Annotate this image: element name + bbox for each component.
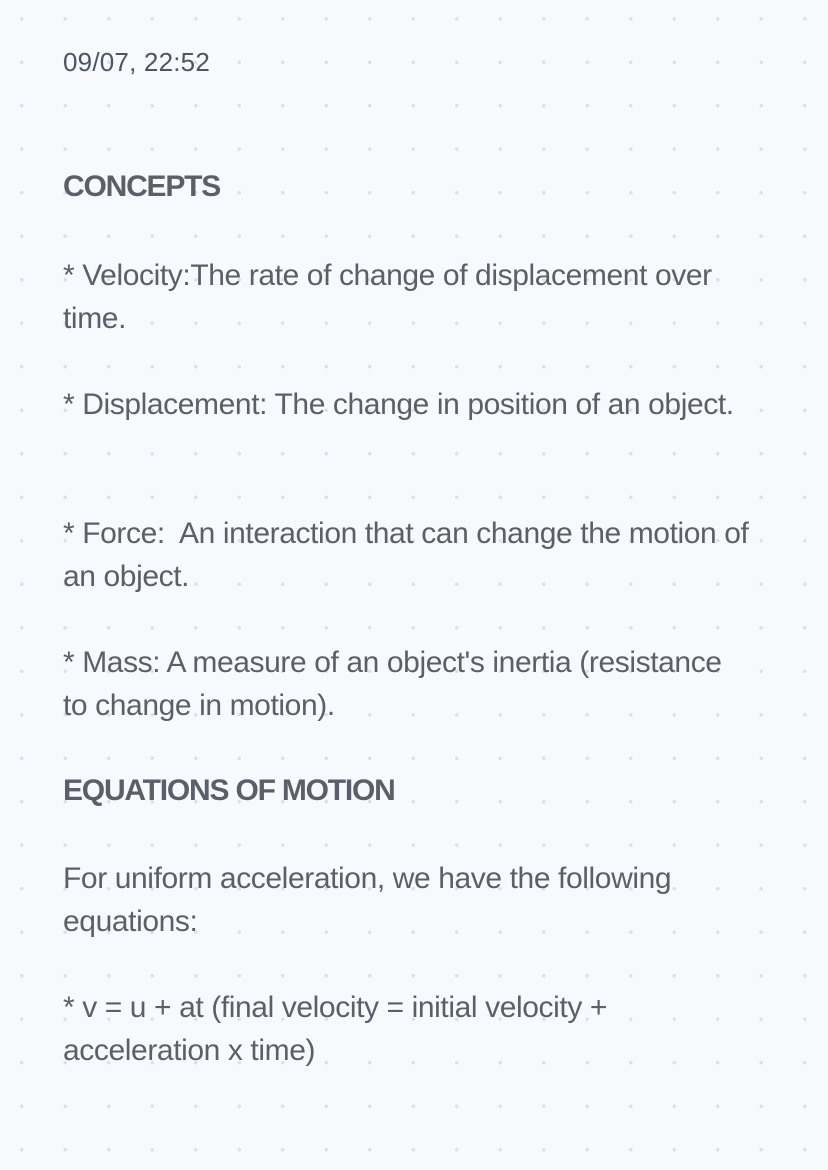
concept-mass: * Mass: A measure of an object's inertia (resistance to change in motion). xyxy=(63,646,730,722)
concept-force: * Force: An interaction that can change the motion of an object. xyxy=(63,517,757,593)
equations-intro: For uniform acceleration, we have the following equations: xyxy=(63,862,680,938)
concept-displacement: * Displacement: The change in position of an object. xyxy=(63,388,734,421)
note-timestamp: 09/07, 22:52 xyxy=(63,47,210,77)
equations-heading: EQUATIONS OF MOTION xyxy=(63,774,395,807)
equation-first: * v = u + at (final velocity = initial velocity + acceleration x time) xyxy=(63,991,615,1067)
concepts-heading: CONCEPTS xyxy=(63,170,221,203)
concept-velocity: * Velocity:The rate of change of displacement over time. xyxy=(63,259,720,335)
